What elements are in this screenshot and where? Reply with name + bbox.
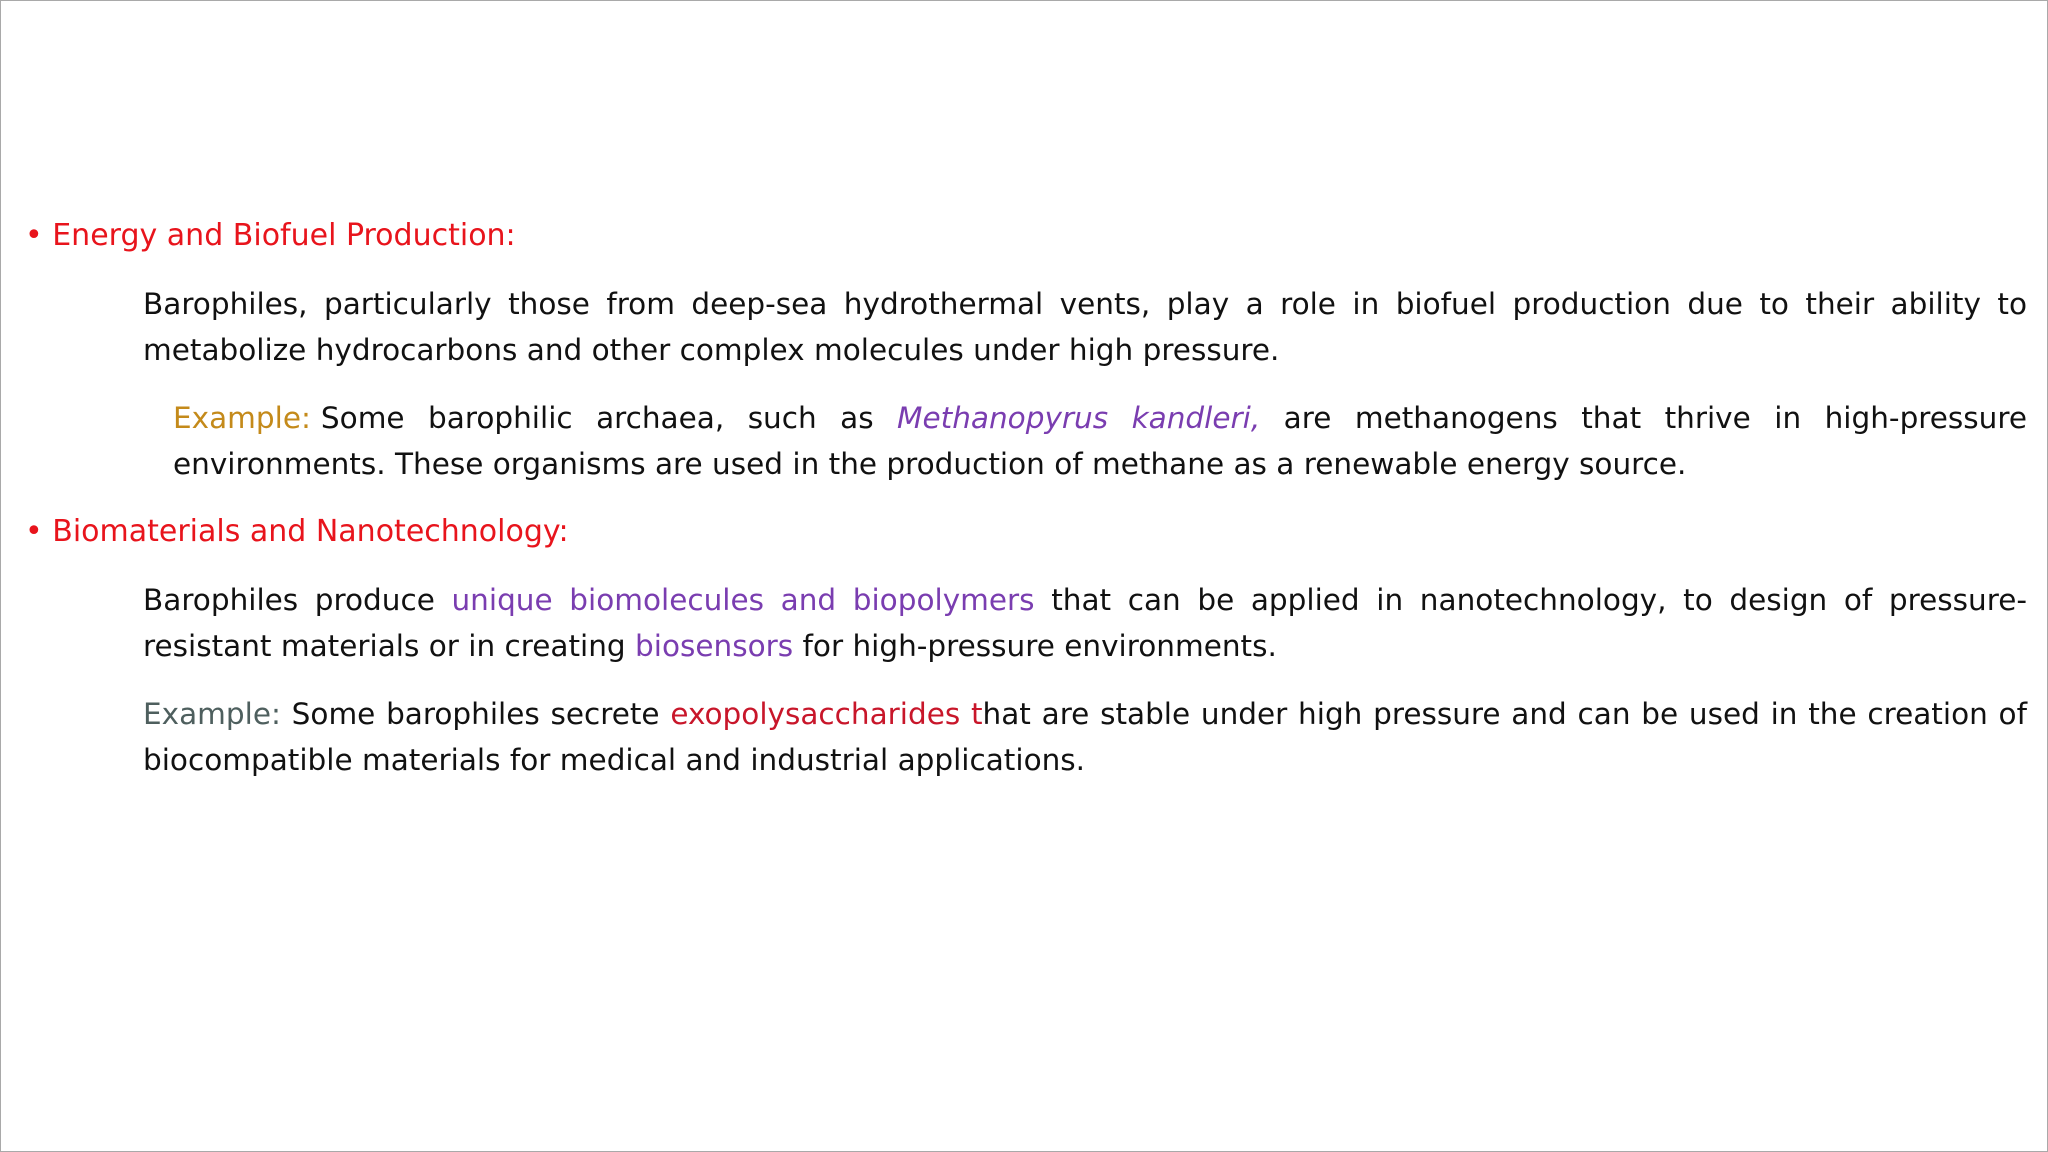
example-label: Example:: [173, 401, 311, 435]
example-label: Example:: [143, 697, 281, 731]
paragraph-biomaterials: [17, 577, 2027, 669]
highlight-biosensors: biosensors: [635, 629, 794, 663]
paragraph-biomaterials-pre: Barophiles produce: [143, 583, 452, 617]
example-text-post: are methanogens that thrive in high-pressure environments. These organisms are used in the production of methane as a renewable energy source.: [173, 401, 2027, 481]
example-text-pre: Some barophiles secrete: [280, 697, 671, 731]
example-text-post: hat are stable under high pressure and can be used in the creation of biocompatible materials for medical and industrial applications.: [143, 697, 2027, 777]
highlight-exopolysaccharides: exopolysaccharides t: [670, 697, 983, 731]
paragraph-energy-biofuel-text: Barophiles, particularly those from deep-sea hydrothermal vents, play a role in biofuel production due to their ability to metabolize hydrocarbons and other complex molecules under high pressure.: [143, 287, 2027, 367]
example-methanopyrus: [17, 395, 2027, 487]
slide-content: [17, 213, 2027, 805]
paragraph-energy-biofuel: [17, 281, 2027, 373]
heading-biomaterials-nanotech: • Biomaterials and Nanotechnology:: [25, 514, 569, 549]
highlight-biomolecules: unique biomolecules and biopolymers: [451, 583, 1035, 617]
example-text-pre: Some barophilic archaea, such as: [320, 401, 898, 435]
example-exopolysaccharides: [17, 691, 2027, 783]
species-name: Methanopyrus kandleri,: [897, 401, 1261, 435]
paragraph-biomaterials-mid: that can be applied in nanotechnology, to design of pressure-resistant materials or in creating: [143, 583, 2027, 663]
paragraph-biomaterials-post: for high-pressure environments.: [793, 629, 1277, 663]
heading-energy-biofuel: • Energy and Biofuel Production:: [25, 218, 516, 253]
